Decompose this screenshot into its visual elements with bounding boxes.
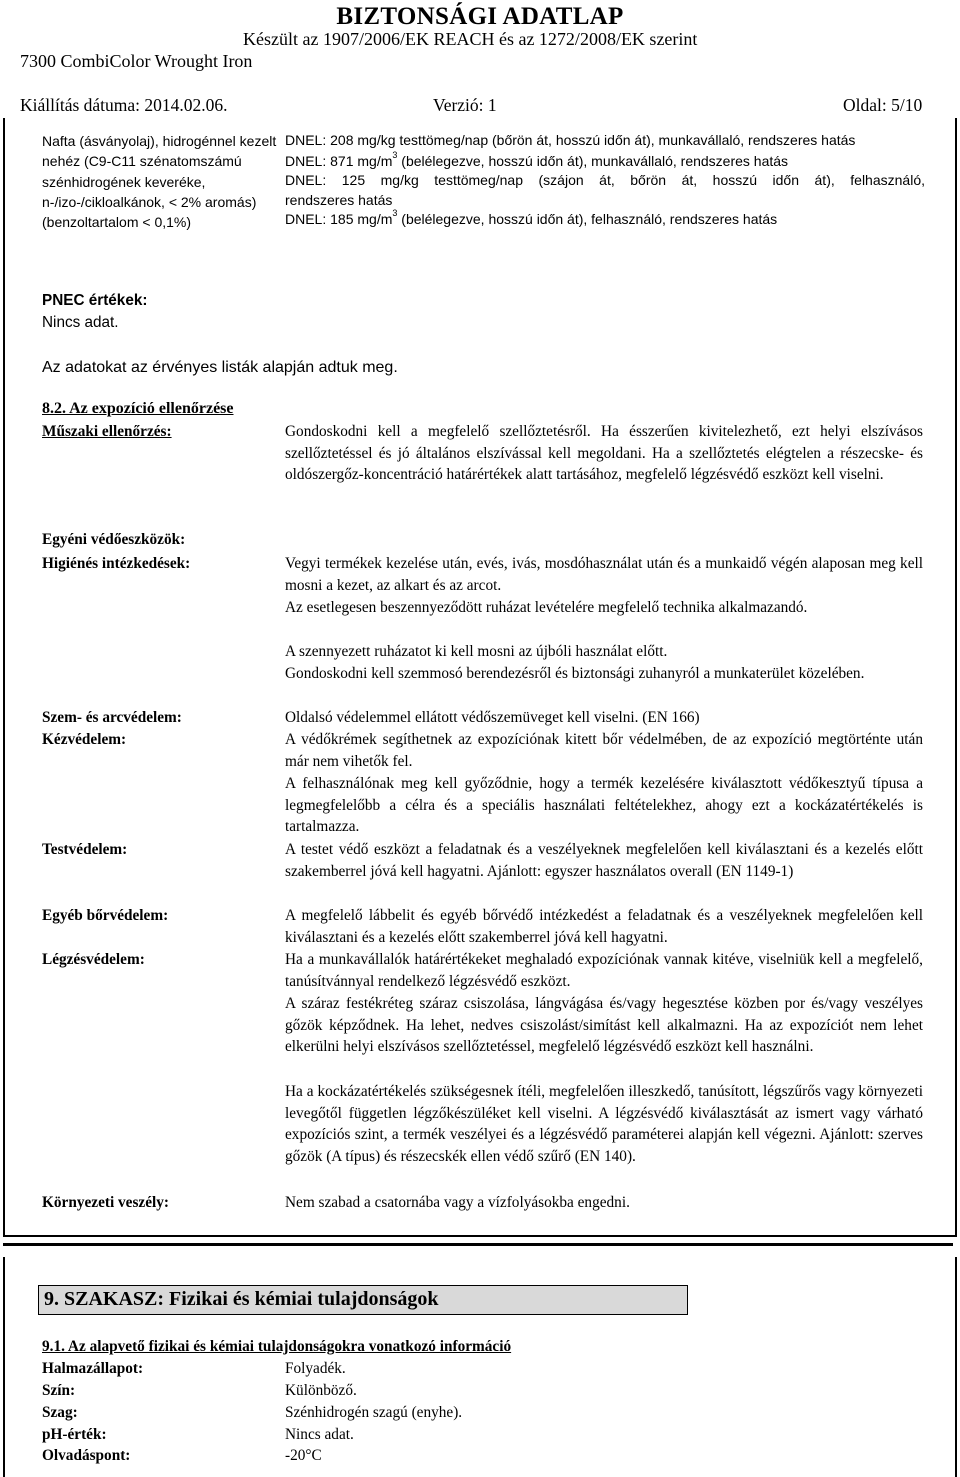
- dnel-line-2: DNEL: 871 $mg/m^3$ (belélegezve, hosszú időn át), munkavállaló, rendszeres hatás: [285, 150, 789, 169]
- hand-text-2: A felhasználónak meg kell győződnie, hogy a termék kezelésére kiválasztott védőkesztyű típusa a legmegfelelőbb a célra és a speciális használati feltételekhez, ahogy ezt a kockázatértékelés is tartalmazza.: [285, 775, 923, 836]
- eye-text: Oldalsó védelemmel ellátott védőszemüveget kell viselni. (EN 166): [285, 709, 700, 726]
- section9-heading: 9. SZAKASZ: Fizikai és kémiai tulajdonságok: [44, 1288, 439, 1310]
- dnel-line-4: DNEL: 185 $mg/m^3$ (belélegezve, hosszú időn át), felhasználó, rendszeres hatás: [285, 208, 778, 227]
- prop-label-state: Halmazállapot:: [42, 1360, 144, 1377]
- hygiene-text-4: Gondoskodni kell szemmosó berendezésről és biztonsági zuhanyról a munkaterület közelében.: [285, 665, 865, 682]
- pnec-value: Nincs adat.: [42, 314, 119, 331]
- env-label: Környezeti veszély:: [42, 1194, 169, 1211]
- dnel-line-3: DNEL: 125 mg/kg testtömeg/nap (szájon át, bőrön át, hosszú időn át), felhasználó,: [285, 172, 925, 188]
- body-label: Testvédelem:: [42, 841, 128, 858]
- technical-label: Műszaki ellenőrzés:: [42, 423, 172, 440]
- skin-label: Egyéb bőrvédelem:: [42, 907, 169, 924]
- hygiene-text: Vegyi termékek kezelése után, evés, ivás, mosdóhasználat után és a munkaidő végén alaposan meg kell mosni a kezet, az alkart és az arcot.: [285, 555, 923, 594]
- prop-label-ph: pH-érték:: [42, 1426, 107, 1443]
- prop-label-melting: Olvadáspont:: [42, 1447, 131, 1464]
- hand-text: A védőkrémek segíthetnek az expozíciónak kitett bőr védelmében, de az expozíció megtörténte után már nem vihetők fel.: [285, 731, 923, 770]
- pnec-note: Az adatokat az érvényes listák alapján adtuk meg.: [42, 359, 398, 376]
- technical-text: Gondoskodni kell a megfelelő szellőztetésről. Ha ésszerűen kivitelezhető, ezt helyi elszívásos szellőztetéssel és jó általános elszívással kell megoldani. Ha a szellőztetés elégtelen a részecske- és oldószergőz-koncentráció határértékek alatt tartásához, megfelelő légzésvédő eszközt kell viselni.: [285, 423, 923, 484]
- prop-value-odor: Szénhidrogén szagú (enyhe).: [285, 1404, 463, 1421]
- body-text: A testet védő eszközt a feladatnak és a veszélyeknek megfelelően kell kiválasztani és a kezelés előtt szakemberrel jóvá kell hagyatni. Ajánlott: egyszer használatos overall (EN 1149-1): [285, 841, 923, 880]
- exposure-heading: 8.2. Az expozíció ellenőrzése: [42, 400, 234, 417]
- prop-label-odor: Szag:: [42, 1404, 78, 1421]
- substance-name: Nafta (ásványolaj), hidrogénnel kezelt nehéz (C9-C11 szénatomszámú szénhidrogének keveréke, n-/izo-/cikloalkánok, < 2% aromás) (benzoltartalom < 0,1%): [42, 133, 277, 231]
- skin-text: A megfelelő lábbelit és egyéb bőrvédő intézkedést a feladatnak és a veszélyeknek megfelelően kell kiválasztani és a kezelés előtt szakemberrel jóvá kell hagyatni.: [285, 907, 923, 946]
- prop-value-color: Különböző.: [285, 1382, 357, 1399]
- dnel-line-3b: rendszeres hatás: [285, 192, 393, 208]
- pnec-label: PNEC értékek:: [42, 292, 148, 309]
- resp-text-2: A száraz festékréteg száraz csiszolása, lángvágása és/vagy hegesztése közben por és/vagy veszélyes gőzök képződnek. Ha lehet, nedves csiszolást/simítást kell alkalmazni. Ha az expozíciót nem lehet elkerülni helyi elszívásos szellőztetéssel, megfelelő légzésvédő eszközt kell használni.: [285, 995, 923, 1056]
- prop-value-melting: -20°C: [285, 1447, 322, 1464]
- section9-heading-box: [38, 1285, 688, 1315]
- prop-value-ph: Nincs adat.: [285, 1426, 354, 1443]
- issue-date: Kiállítás dátuma: 2014.02.06.: [20, 95, 228, 115]
- product-name: 7300 CombiColor Wrought Iron: [20, 51, 253, 71]
- ppe-label: Egyéni védőeszközök:: [42, 531, 186, 548]
- hygiene-label: Higiénés intézkedések:: [42, 555, 191, 572]
- dnel-line-1: DNEL: 208 mg/kg testtömeg/nap (bőrön át, hosszú időn át), munkavállaló, rendszeres hatás: [285, 132, 856, 148]
- prop-label-color: Szín:: [42, 1382, 76, 1399]
- page-number: Oldal: 5/10: [843, 95, 923, 115]
- eye-label: Szem- és arcvédelem:: [42, 709, 182, 726]
- resp-label: Légzésvédelem:: [42, 951, 145, 968]
- version: Verzió: 1: [433, 95, 497, 115]
- hygiene-text-3: A szennyezett ruházatot ki kell mosni az újbóli használat előtt.: [285, 643, 668, 660]
- document-title: BIZTONSÁGI ADATLAP: [336, 3, 624, 30]
- resp-text-3: Ha a kockázatértékelés szükségesnek ítéli, megfelelően illeszkedő, tanúsított, légszűrős vagy környezeti levegőtől független légzőkészüléket kell viselni. A légzésvédő kiválasztását az ismert vagy várható expozíciós szint, a termék veszélyei és a légzésvédő paraméterei alapján kell végezni. Ajánlott: szerves gőzök (A típus) és részecskék ellen védő szűrő (EN 140).: [285, 1083, 923, 1165]
- hygiene-text-2: Az esetlegesen beszennyeződött ruházat levételére megfelelő technika alkalmazandó.: [285, 599, 808, 616]
- prop-value-state: Folyadék.: [285, 1360, 346, 1377]
- hand-label: Kézvédelem:: [42, 731, 127, 748]
- section-separator: [3, 1243, 953, 1246]
- resp-text: Ha a munkavállalók határértékeket meghaladó expozíciónak vannak kitéve, viselniük kell a megfelelő, tanúsítvánnyal rendelkező légzésvédő eszközt.: [285, 951, 923, 990]
- section9-subheading: 9.1. Az alapvető fizikai és kémiai tulajdonságokra vonatkozó információ: [42, 1338, 512, 1355]
- env-text: Nem szabad a csatornába vagy a vízfolyásokba engedni.: [285, 1194, 630, 1211]
- document-subtitle: Készült az 1907/2006/EK REACH és az 1272/2008/EK szerint: [243, 29, 698, 49]
